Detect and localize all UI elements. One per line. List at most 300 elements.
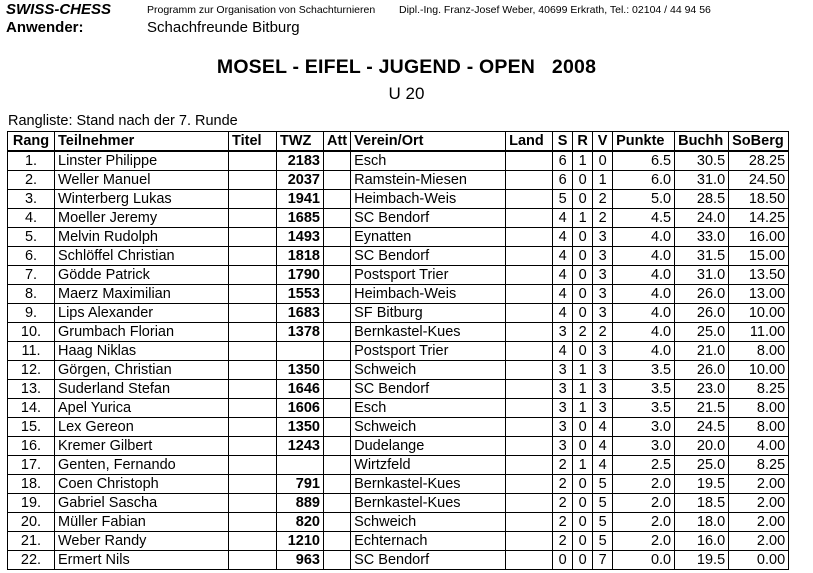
table-row [8,190,789,209]
club-cell: Ramstein-Miesen [351,171,506,190]
table-row [8,513,789,532]
player-name: Weller Manuel [55,171,229,190]
table-row [8,285,789,304]
att-cell [324,380,351,399]
column-header: TWZ [277,132,324,152]
table-row [8,437,789,456]
points-cell: 4.0 [613,342,675,361]
rank-cell: 9. [8,304,55,323]
column-header: Rang [8,132,55,152]
country-cell [506,304,553,323]
losses-cell: 3 [593,380,613,399]
club-cell: SC Bendorf [351,209,506,228]
country-cell [506,437,553,456]
rating-cell [277,456,324,475]
draws-cell: 2 [573,323,593,342]
losses-cell: 3 [593,285,613,304]
points-cell: 4.5 [613,209,675,228]
club-cell: Heimbach-Weis [351,190,506,209]
losses-cell: 3 [593,361,613,380]
wins-cell: 3 [553,418,573,437]
att-cell [324,513,351,532]
points-cell: 3.0 [613,437,675,456]
player-name: Görgen, Christian [55,361,229,380]
att-cell [324,304,351,323]
player-name: Lex Gereon [55,418,229,437]
player-name: Kremer Gilbert [55,437,229,456]
buchholz-cell: 16.0 [675,532,729,551]
rank-cell: 12. [8,361,55,380]
country-cell [506,171,553,190]
rank-cell: 8. [8,285,55,304]
player-name: Melvin Rudolph [55,228,229,247]
title-cell [229,190,277,209]
program-subtitle: Programm zur Organisation von Schachturnieren [147,4,376,16]
buchholz-cell: 26.0 [675,361,729,380]
att-cell [324,266,351,285]
points-cell: 6.5 [613,151,675,171]
table-row [8,361,789,380]
club-cell: Schweich [351,513,506,532]
rank-cell: 6. [8,247,55,266]
rank-cell: 18. [8,475,55,494]
sonneborn-cell: 8.25 [729,380,789,399]
wins-cell: 4 [553,285,573,304]
rating-cell: 1790 [277,266,324,285]
table-row [8,323,789,342]
club-cell: Bernkastel-Kues [351,494,506,513]
wins-cell: 3 [553,437,573,456]
column-header: S [553,132,573,152]
sonneborn-cell: 15.00 [729,247,789,266]
buchholz-cell: 28.5 [675,190,729,209]
att-cell [324,171,351,190]
wins-cell: 2 [553,513,573,532]
title-cell [229,151,277,171]
buchholz-cell: 31.5 [675,247,729,266]
rank-cell: 2. [8,171,55,190]
rank-cell: 22. [8,551,55,570]
draws-cell: 0 [573,475,593,494]
player-name: Apel Yurica [55,399,229,418]
buchholz-cell: 25.0 [675,323,729,342]
draws-cell: 0 [573,532,593,551]
losses-cell: 4 [593,437,613,456]
draws-cell: 0 [573,494,593,513]
losses-cell: 3 [593,266,613,285]
wins-cell: 3 [553,361,573,380]
rating-cell: 1210 [277,532,324,551]
losses-cell: 3 [593,228,613,247]
rating-cell: 1493 [277,228,324,247]
title-cell [229,228,277,247]
wins-cell: 4 [553,247,573,266]
title-cell [229,418,277,437]
sonneborn-cell: 8.25 [729,456,789,475]
wins-cell: 2 [553,532,573,551]
losses-cell: 3 [593,247,613,266]
losses-cell: 2 [593,323,613,342]
rating-cell: 1350 [277,418,324,437]
att-cell [324,475,351,494]
losses-cell: 0 [593,151,613,171]
wins-cell: 2 [553,475,573,494]
country-cell [506,361,553,380]
rank-cell: 7. [8,266,55,285]
country-cell [506,475,553,494]
sonneborn-cell: 13.00 [729,285,789,304]
title-cell [229,209,277,228]
sonneborn-cell: 8.00 [729,418,789,437]
rank-cell: 17. [8,456,55,475]
points-cell: 0.0 [613,551,675,570]
player-name: Grumbach Florian [55,323,229,342]
club-cell: Esch [351,399,506,418]
losses-cell: 4 [593,418,613,437]
title-cell [229,171,277,190]
title-cell [229,342,277,361]
column-header: Land [506,132,553,152]
buchholz-cell: 18.5 [675,494,729,513]
draws-cell: 0 [573,437,593,456]
losses-cell: 2 [593,190,613,209]
club-cell: Heimbach-Weis [351,285,506,304]
draws-cell: 0 [573,551,593,570]
rank-cell: 10. [8,323,55,342]
points-cell: 4.0 [613,247,675,266]
rank-cell: 15. [8,418,55,437]
sonneborn-cell: 8.00 [729,399,789,418]
table-row [8,456,789,475]
points-cell: 4.0 [613,285,675,304]
losses-cell: 5 [593,513,613,532]
table-row [8,342,789,361]
club-cell: Bernkastel-Kues [351,323,506,342]
att-cell [324,456,351,475]
points-cell: 3.5 [613,361,675,380]
country-cell [506,342,553,361]
att-cell [324,551,351,570]
column-header: Punkte [613,132,675,152]
column-header: R [573,132,593,152]
country-cell [506,532,553,551]
sonneborn-cell: 2.00 [729,532,789,551]
table-row [8,266,789,285]
att-cell [324,285,351,304]
rank-cell: 14. [8,399,55,418]
draws-cell: 0 [573,418,593,437]
draws-cell: 1 [573,361,593,380]
ranking-caption: Rangliste: Stand nach der 7. Runde [8,113,238,129]
country-cell [506,247,553,266]
title-cell [229,532,277,551]
country-cell [506,151,553,171]
title-cell [229,247,277,266]
losses-cell: 3 [593,304,613,323]
table-row [8,380,789,399]
draws-cell: 0 [573,304,593,323]
player-name: Suderland Stefan [55,380,229,399]
sonneborn-cell: 10.00 [729,304,789,323]
sonneborn-cell: 2.00 [729,494,789,513]
buchholz-cell: 18.0 [675,513,729,532]
points-cell: 2.5 [613,456,675,475]
sonneborn-cell: 10.00 [729,361,789,380]
country-cell [506,418,553,437]
column-header: Titel [229,132,277,152]
losses-cell: 1 [593,171,613,190]
club-cell: Schweich [351,418,506,437]
title-cell [229,475,277,494]
rating-cell: 791 [277,475,324,494]
losses-cell: 4 [593,456,613,475]
sonneborn-cell: 18.50 [729,190,789,209]
table-row [8,494,789,513]
rating-cell: 2183 [277,151,324,171]
club-cell: Postsport Trier [351,266,506,285]
sonneborn-cell: 8.00 [729,342,789,361]
club-cell: SC Bendorf [351,247,506,266]
club-cell: Schweich [351,361,506,380]
page-title: MOSEL - EIFEL - JUGEND - OPEN 2008 [216,56,597,78]
rating-cell: 889 [277,494,324,513]
player-name: Gabriel Sascha [55,494,229,513]
points-cell: 4.0 [613,323,675,342]
draws-cell: 0 [573,285,593,304]
rank-cell: 5. [8,228,55,247]
title-cell [229,399,277,418]
points-cell: 2.0 [613,475,675,494]
buchholz-cell: 19.5 [675,475,729,494]
wins-cell: 2 [553,456,573,475]
rating-cell: 963 [277,551,324,570]
age-group: U 20 [388,84,425,103]
country-cell [506,513,553,532]
losses-cell: 5 [593,532,613,551]
country-cell [506,380,553,399]
column-header: Teilnehmer [55,132,229,152]
points-cell: 2.0 [613,494,675,513]
wins-cell: 2 [553,494,573,513]
table-row [8,171,789,190]
sonneborn-cell: 4.00 [729,437,789,456]
sonneborn-cell: 11.00 [729,323,789,342]
table-row [8,209,789,228]
brand-name: SWISS-CHESS [6,1,112,18]
att-cell [324,494,351,513]
rating-cell: 820 [277,513,324,532]
sonneborn-cell: 2.00 [729,475,789,494]
buchholz-cell: 26.0 [675,304,729,323]
losses-cell: 3 [593,399,613,418]
column-header: SoBerg [729,132,789,152]
att-cell [324,342,351,361]
draws-cell: 1 [573,380,593,399]
country-cell [506,551,553,570]
country-cell [506,209,553,228]
sonneborn-cell: 0.00 [729,551,789,570]
buchholz-cell: 24.5 [675,418,729,437]
player-name: Winterberg Lukas [55,190,229,209]
att-cell [324,399,351,418]
author-info: Dipl.-Ing. Franz-Josef Weber, 40699 Erkrath, Tel.: 02104 / 44 94 56 [399,4,711,16]
title-cell [229,361,277,380]
column-header: Verein/Ort [351,132,506,152]
country-cell [506,399,553,418]
draws-cell: 1 [573,151,593,171]
rank-cell: 19. [8,494,55,513]
points-cell: 3.0 [613,418,675,437]
rating-cell: 1646 [277,380,324,399]
rank-cell: 1. [8,151,55,171]
wins-cell: 3 [553,323,573,342]
club-cell: Wirtzfeld [351,456,506,475]
table-row [8,418,789,437]
rank-cell: 16. [8,437,55,456]
table-row [8,399,789,418]
rank-cell: 4. [8,209,55,228]
sonneborn-cell: 28.25 [729,151,789,171]
player-name: Müller Fabian [55,513,229,532]
buchholz-cell: 20.0 [675,437,729,456]
user-value: Schachfreunde Bitburg [147,19,300,36]
sonneborn-cell: 24.50 [729,171,789,190]
title-cell [229,437,277,456]
points-cell: 5.0 [613,190,675,209]
country-cell [506,228,553,247]
att-cell [324,228,351,247]
sonneborn-cell: 2.00 [729,513,789,532]
points-cell: 2.0 [613,513,675,532]
att-cell [324,437,351,456]
draws-cell: 0 [573,190,593,209]
draws-cell: 0 [573,228,593,247]
club-cell: Bernkastel-Kues [351,475,506,494]
rank-cell: 13. [8,380,55,399]
country-cell [506,323,553,342]
title-cell [229,285,277,304]
player-name: Maerz Maximilian [55,285,229,304]
buchholz-cell: 30.5 [675,151,729,171]
points-cell: 3.5 [613,399,675,418]
rating-cell: 1685 [277,209,324,228]
att-cell [324,418,351,437]
title-cell [229,323,277,342]
points-cell: 3.5 [613,380,675,399]
draws-cell: 0 [573,171,593,190]
club-cell: SC Bendorf [351,551,506,570]
rank-cell: 20. [8,513,55,532]
club-cell: Postsport Trier [351,342,506,361]
country-cell [506,456,553,475]
column-header: Att [324,132,351,152]
country-cell [506,494,553,513]
rating-cell: 1606 [277,399,324,418]
title-cell [229,513,277,532]
draws-cell: 0 [573,342,593,361]
draws-cell: 1 [573,456,593,475]
player-name: Gödde Patrick [55,266,229,285]
sonneborn-cell: 13.50 [729,266,789,285]
buchholz-cell: 26.0 [675,285,729,304]
points-cell: 4.0 [613,266,675,285]
points-cell: 6.0 [613,171,675,190]
player-name: Genten, Fernando [55,456,229,475]
draws-cell: 0 [573,247,593,266]
title-cell [229,456,277,475]
rating-cell: 1941 [277,190,324,209]
rating-cell: 1350 [277,361,324,380]
rank-cell: 11. [8,342,55,361]
wins-cell: 0 [553,551,573,570]
wins-cell: 6 [553,171,573,190]
buchholz-cell: 33.0 [675,228,729,247]
user-label: Anwender: [6,19,84,36]
draws-cell: 1 [573,399,593,418]
buchholz-cell: 25.0 [675,456,729,475]
draws-cell: 1 [573,209,593,228]
player-name: Lips Alexander [55,304,229,323]
buchholz-cell: 24.0 [675,209,729,228]
att-cell [324,151,351,171]
table-row [8,304,789,323]
player-name: Weber Randy [55,532,229,551]
att-cell [324,190,351,209]
buchholz-cell: 31.0 [675,171,729,190]
rating-cell: 1818 [277,247,324,266]
player-name: Ermert Nils [55,551,229,570]
wins-cell: 4 [553,228,573,247]
att-cell [324,323,351,342]
draws-cell: 0 [573,513,593,532]
wins-cell: 4 [553,266,573,285]
buchholz-cell: 23.0 [675,380,729,399]
losses-cell: 3 [593,342,613,361]
rank-cell: 21. [8,532,55,551]
player-name: Linster Philippe [55,151,229,171]
wins-cell: 6 [553,151,573,171]
table-row [8,228,789,247]
buchholz-cell: 19.5 [675,551,729,570]
title-cell [229,551,277,570]
country-cell [506,190,553,209]
points-cell: 4.0 [613,228,675,247]
player-name: Haag Niklas [55,342,229,361]
table-row [8,475,789,494]
club-cell: Dudelange [351,437,506,456]
club-cell: Echternach [351,532,506,551]
losses-cell: 7 [593,551,613,570]
wins-cell: 3 [553,399,573,418]
rating-cell: 1243 [277,437,324,456]
wins-cell: 4 [553,209,573,228]
rating-cell: 1553 [277,285,324,304]
table-row [8,532,789,551]
player-name: Coen Christoph [55,475,229,494]
club-cell: SF Bitburg [351,304,506,323]
rating-cell [277,342,324,361]
ranking-table [7,131,789,570]
header-row [8,132,789,152]
att-cell [324,361,351,380]
title-cell [229,380,277,399]
table-row [8,551,789,570]
sonneborn-cell: 16.00 [729,228,789,247]
club-cell: Eynatten [351,228,506,247]
sonneborn-cell: 14.25 [729,209,789,228]
title-cell [229,304,277,323]
points-cell: 2.0 [613,532,675,551]
